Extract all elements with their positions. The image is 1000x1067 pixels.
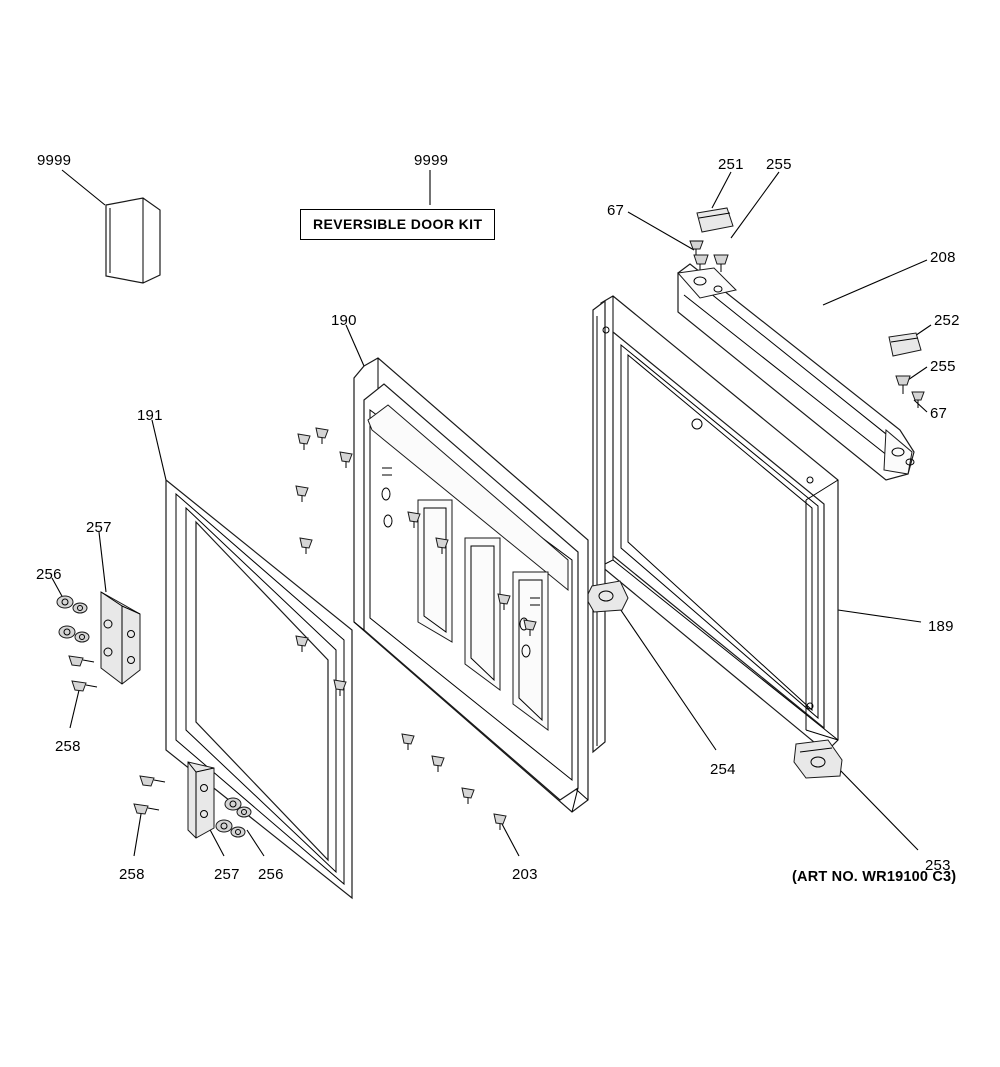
callout-252: 252 <box>934 312 960 329</box>
part-190-door-liner <box>354 358 588 812</box>
part-251-cap <box>697 208 733 232</box>
part-67-screw-right <box>912 392 924 408</box>
callout-189: 189 <box>928 618 954 635</box>
callout-257-top: 257 <box>86 519 112 536</box>
callout-9999-kit: 9999 <box>414 152 449 169</box>
callout-253: 253 <box>925 857 951 874</box>
part-257-bracket-top <box>101 592 140 684</box>
callout-255-right: 255 <box>930 358 956 375</box>
reversible-door-kit-label: REVERSIBLE DOOR KIT <box>300 209 495 240</box>
part-255-screw-right <box>896 376 910 394</box>
part-253-hinge-cover <box>794 740 842 778</box>
callout-251: 251 <box>718 156 744 173</box>
part-9999-booklet <box>106 198 160 283</box>
callout-67-right: 67 <box>930 405 948 422</box>
callout-9999-left: 9999 <box>37 152 72 169</box>
callout-255-top: 255 <box>766 156 792 173</box>
callout-257-bottom: 257 <box>214 866 240 883</box>
part-257-bracket-bottom <box>188 762 214 838</box>
callout-256-bottom: 256 <box>258 866 284 883</box>
callout-203: 203 <box>512 866 538 883</box>
part-254-cover <box>586 581 628 612</box>
part-258-screws-top <box>69 656 97 691</box>
callout-258-bottom: 258 <box>119 866 145 883</box>
callout-67-top: 67 <box>607 202 625 219</box>
part-252-cap <box>889 333 921 356</box>
callout-191: 191 <box>137 407 163 424</box>
art-number-label: (ART NO. WR19100 C3) <box>792 869 957 885</box>
part-256-fasteners-top <box>57 596 89 642</box>
callout-256-top: 256 <box>36 566 62 583</box>
callout-190: 190 <box>331 312 357 329</box>
callout-258-top: 258 <box>55 738 81 755</box>
callout-254: 254 <box>710 761 736 778</box>
part-258-screws-bottom <box>134 776 165 814</box>
callout-208: 208 <box>930 249 956 266</box>
